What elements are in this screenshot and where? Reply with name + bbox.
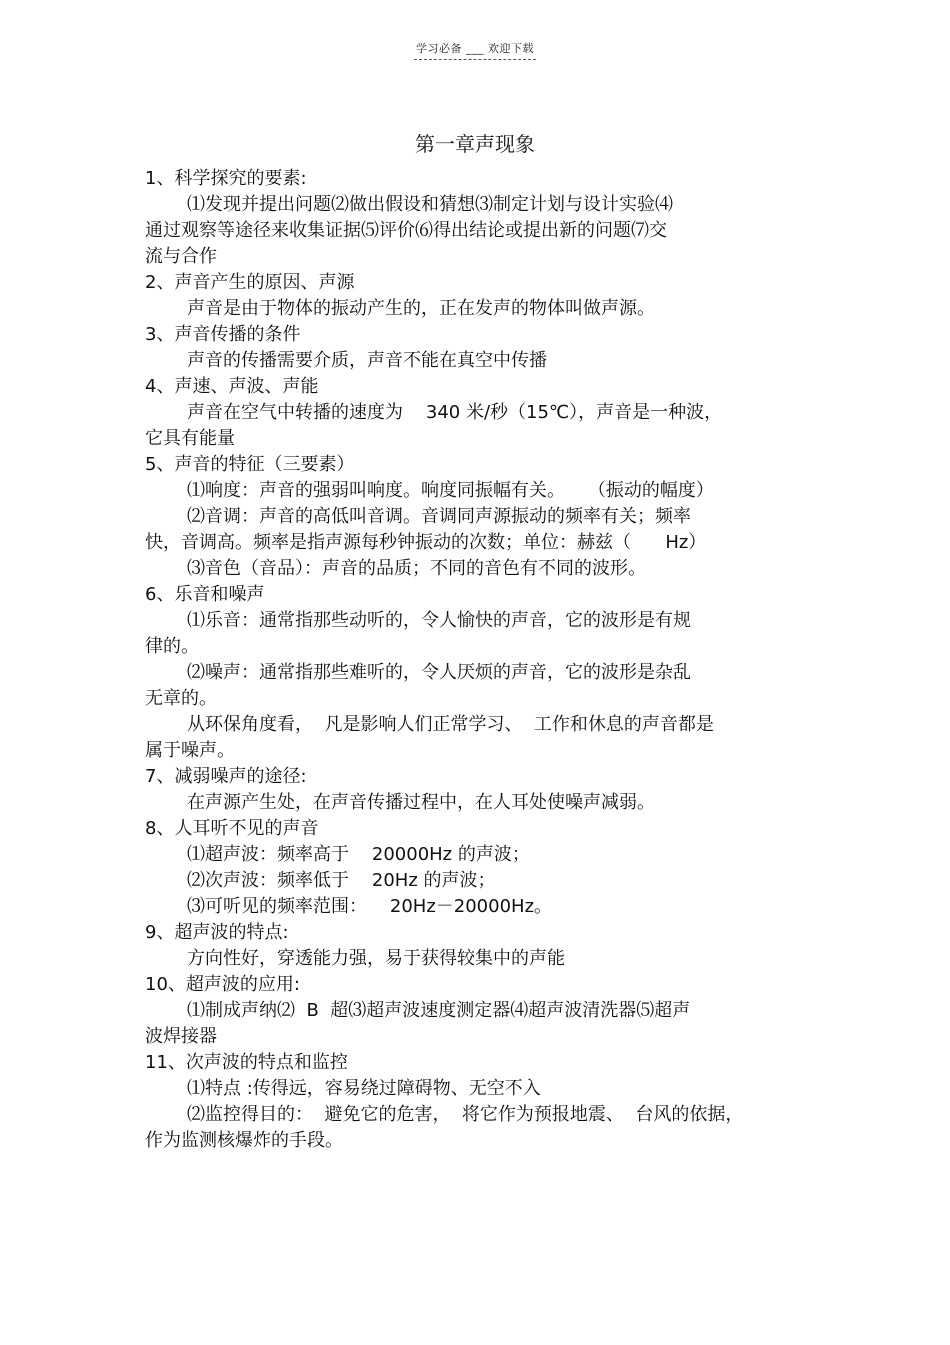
text-line: ⑵监控得目的： 避免它的危害， 将它作为预报地震、 台风的依据， xyxy=(187,1104,744,1125)
text-line: 从环保角度看， 凡是影响人们正常学习、 工作和休息的声音都是 xyxy=(187,714,714,735)
text-line: ⑴超声波：频率高于 20000Hz 的声波； xyxy=(187,844,530,865)
text-line: 1、科学探究的要素: xyxy=(145,168,307,189)
text-line: ⑴响度：声音的强弱叫响度。响度同振幅有关。 （振动的幅度） xyxy=(187,480,714,501)
text-line: 10、超声波的应用: xyxy=(145,974,300,995)
text-line: 声音的传播需要介质，声音不能在真空中传播 xyxy=(187,350,547,371)
text-line: 6、乐音和噪声 xyxy=(145,584,265,605)
text-line: ⑶可听见的频率范围： 20Hz－20000Hz。 xyxy=(187,896,553,917)
text-line: ⑴乐音：通常指那些动听的，令人愉快的声音，它的波形是有规 xyxy=(187,610,691,631)
text-line: 声音在空气中转播的速度为 340 米/秒（15℃），声音是一种波， xyxy=(187,402,723,423)
text-line: 7、减弱噪声的途径: xyxy=(145,766,307,787)
text-line: 11、次声波的特点和监控 xyxy=(145,1052,348,1073)
text-line: ⑵噪声：通常指那些难听的，令人厌烦的声音，它的波形是杂乱 xyxy=(187,662,691,683)
text-line: 属于噪声。 xyxy=(145,740,235,761)
text-line: 2、声音产生的原因、声源 xyxy=(145,272,355,293)
text-line: 波焊接器 xyxy=(145,1026,217,1047)
page-header xyxy=(0,40,950,60)
document-title: 第一章声现象 xyxy=(415,132,535,156)
text-line: 5、声音的特征（三要素） xyxy=(145,454,355,475)
text-line: 9、超声波的特点: xyxy=(145,922,289,943)
document-body xyxy=(145,166,805,1154)
text-line: 作为监测核爆炸的手段。 xyxy=(145,1130,343,1151)
text-line: ⑶音色（音品）：声音的品质；不同的音色有不同的波形。 xyxy=(187,558,646,579)
header-text: 学习必备 ___ 欢迎下载 xyxy=(414,40,536,60)
text-line: ⑴发现并提出问题⑵做出假设和猜想⑶制定计划与设计实验⑷ xyxy=(187,194,673,215)
text-line: 通过观察等途径来收集证据⑸评价⑹得出结论或提出新的问题⑺交 xyxy=(145,220,667,241)
text-line: 声音是由于物体的振动产生的，正在发声的物体叫做声源。 xyxy=(187,298,655,319)
text-line: ⑴特点 :传得远，容易绕过障碍物、无空不入 xyxy=(187,1078,541,1099)
text-line: 无章的。 xyxy=(145,688,217,709)
text-line: 律的。 xyxy=(145,636,199,657)
text-line: ⑵音调：声音的高低叫音调。音调同声源振动的频率有关；频率 xyxy=(187,506,691,527)
text-line: ⑵次声波：频率低于 20Hz 的声波； xyxy=(187,870,496,891)
text-line: 4、声速、声波、声能 xyxy=(145,376,319,397)
text-line: 8、人耳听不见的声音 xyxy=(145,818,319,839)
text-line: 流与合作 xyxy=(145,246,217,267)
text-line: 快，音调高。频率是指声源每秒钟振动的次数；单位：赫兹（ Hz） xyxy=(145,532,707,553)
text-line: ⑴制成声纳⑵ B 超⑶超声波速度测定器⑷超声波清洗器⑸超声 xyxy=(187,1000,691,1021)
text-line: 在声源产生处，在声音传播过程中，在人耳处使噪声减弱。 xyxy=(187,792,655,813)
text-line: 它具有能量 xyxy=(145,428,235,449)
text-line: 3、声音传播的条件 xyxy=(145,324,301,345)
text-line: 方向性好，穿透能力强，易于获得较集中的声能 xyxy=(187,948,565,969)
